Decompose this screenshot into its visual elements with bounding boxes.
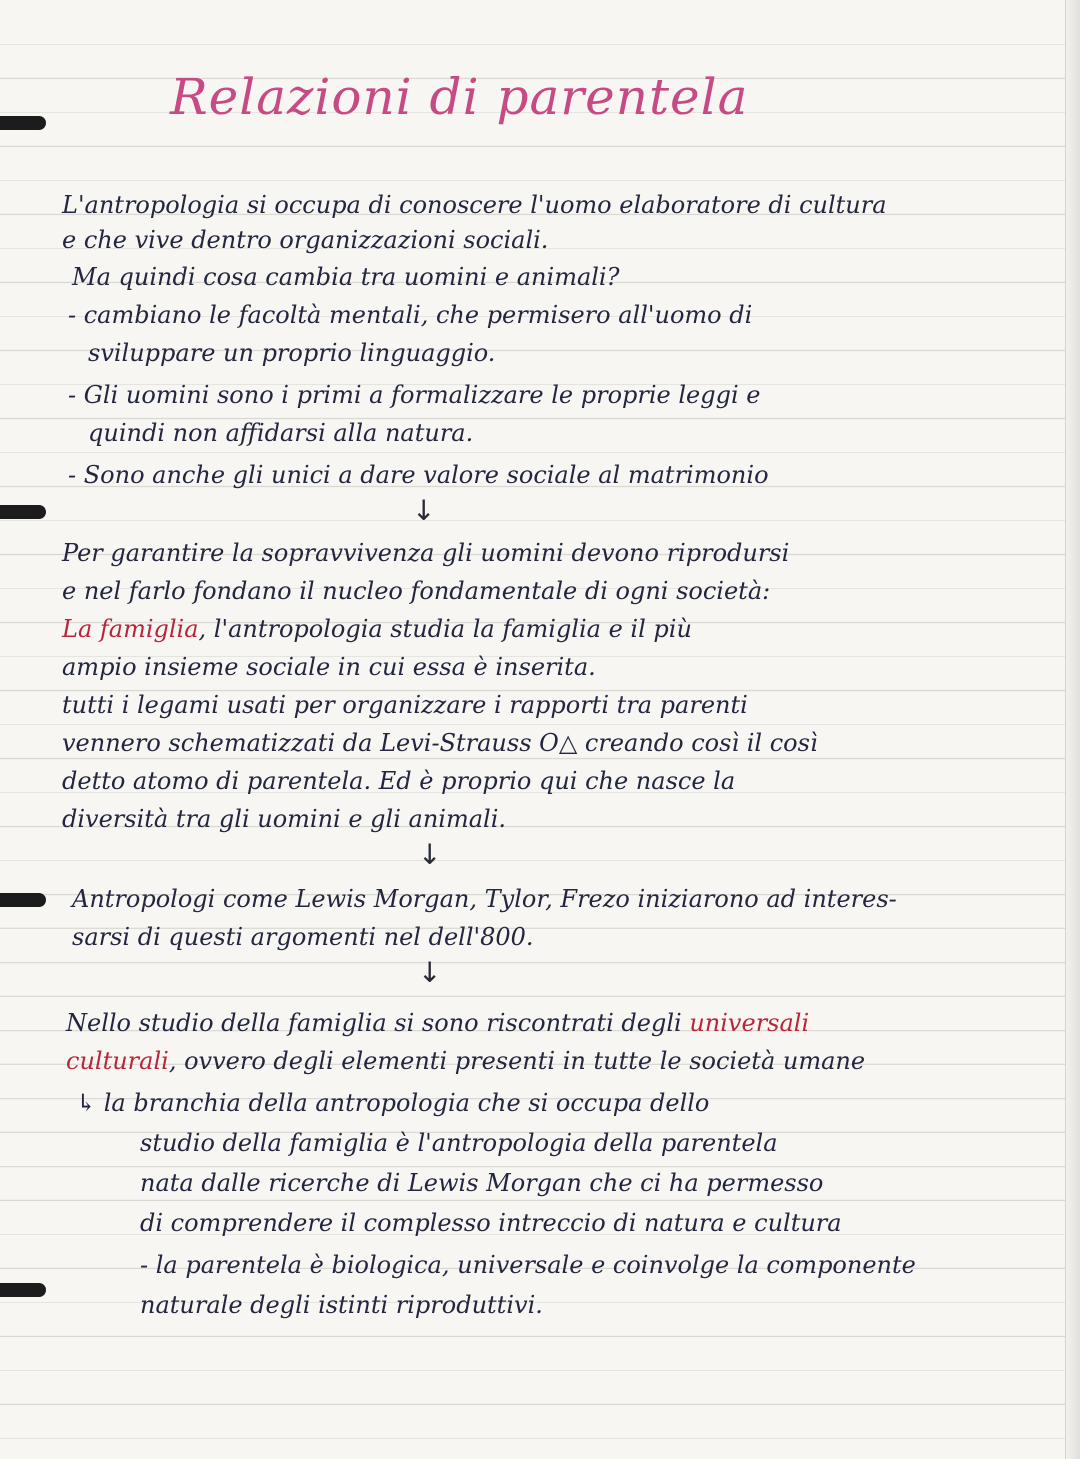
text-line: naturale degli istinti riproduttivi. [140, 1291, 543, 1319]
down-arrow-icon: ↓ [418, 956, 442, 989]
binder-hole-4 [0, 1283, 46, 1297]
text-segment: , l'antropologia studia la famiglia e il più [198, 615, 692, 643]
text-line: - cambiano le facoltà mentali, che permisero all'uomo di [68, 301, 753, 329]
page-title: Relazioni di parentela [170, 68, 749, 126]
text-line: sviluppare un proprio linguaggio. [88, 339, 496, 367]
text-line: ampio insieme sociale in cui essa è inserita. [62, 653, 596, 681]
text-line: sarsi di questi argomenti nel dell'800. [72, 923, 534, 951]
binder-hole-1 [0, 116, 46, 130]
down-arrow-icon: ↓ [412, 494, 436, 527]
text-line: e nel farlo fondano il nucleo fondamentale di ogni società: [62, 577, 771, 605]
binder-hole-3 [0, 893, 46, 907]
text-segment: Nello studio della famiglia si sono riscontrati degli [66, 1009, 682, 1037]
text-line: e che vive dentro organizzazioni sociali. [62, 226, 549, 254]
text-line [66, 1046, 865, 1076]
text-line: L'antropologia si occupa di conoscere l'uomo elaboratore di cultura [62, 191, 887, 219]
text-line: Per garantire la sopravvivenza gli uomini devono riprodursi [62, 539, 790, 567]
text-line: vennero schematizzati da Levi-Strauss O△ creando così il così [62, 729, 818, 757]
text-line: - la parentela è biologica, universale e coinvolge la componente [140, 1251, 916, 1279]
highlight-universali: universali [689, 1009, 810, 1037]
text-line: diversità tra gli uomini e gli animali. [62, 805, 507, 833]
text-line [62, 614, 692, 644]
text-segment: , ovvero degli elementi presenti in tutte le società umane [168, 1047, 866, 1075]
text-line: Antropologi come Lewis Morgan, Tylor, Frezo iniziarono ad interes- [72, 885, 897, 913]
text-line: nata dalle ricerche di Lewis Morgan che ci ha permesso [140, 1169, 824, 1197]
binder-hole-2 [0, 505, 46, 519]
text-line: di comprendere il complesso intreccio di natura e cultura [140, 1209, 842, 1237]
highlight-culturali: culturali [66, 1047, 169, 1075]
text-line: detto atomo di parentela. Ed è proprio qui che nasce la [62, 767, 736, 795]
text-line: - Gli uomini sono i primi a formalizzare le proprie leggi e [68, 381, 761, 409]
down-arrow-icon: ↓ [418, 838, 442, 871]
page-edge [1065, 0, 1080, 1459]
text-line [66, 1008, 809, 1038]
highlight-famiglia: La famiglia [62, 615, 199, 643]
text-line: Ma quindi cosa cambia tra uomini e animali? [72, 263, 620, 291]
text-line: tutti i legami usati per organizzare i rapporti tra parenti [62, 691, 748, 719]
text-line: ↳ la branchia della antropologia che si occupa dello [76, 1089, 710, 1117]
text-line: - Sono anche gli unici a dare valore sociale al matrimonio [68, 461, 769, 489]
text-line: quindi non affidarsi alla natura. [88, 419, 474, 447]
text-line: studio della famiglia è l'antropologia della parentela [140, 1129, 778, 1157]
